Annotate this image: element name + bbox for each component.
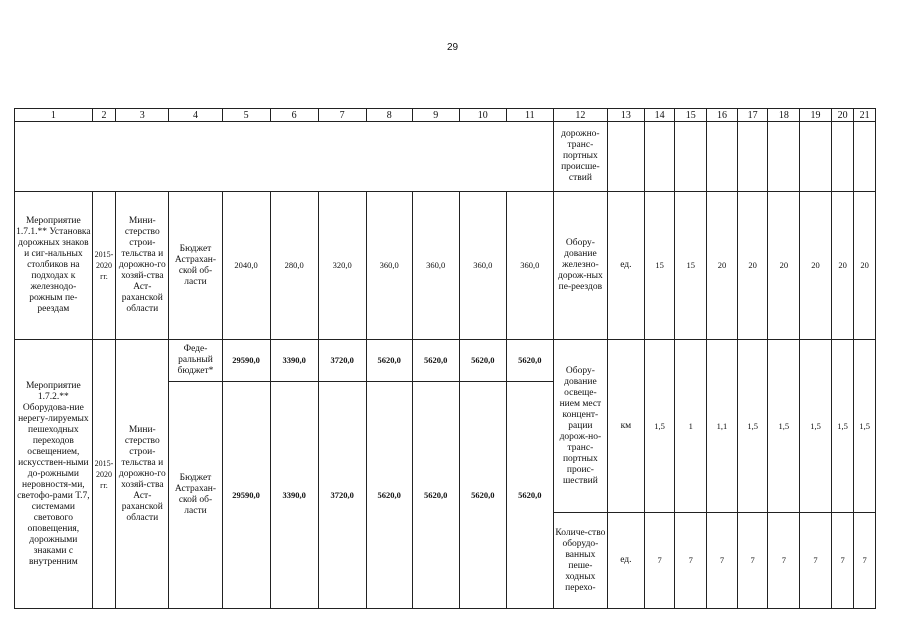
target-cell: 7 <box>707 513 738 609</box>
target-cell: 7 <box>675 513 707 609</box>
amount-cell: 3390,0 <box>270 382 318 609</box>
amount-cell: 3720,0 <box>318 382 366 609</box>
header-cell: 11 <box>506 109 553 122</box>
header-cell: 21 <box>854 109 876 122</box>
amount-cell: 5620,0 <box>459 340 506 382</box>
amount-cell: 29590,0 <box>222 340 270 382</box>
target-cell: 7 <box>854 513 876 609</box>
blank-cell <box>644 122 675 192</box>
indicator-cell: Количе-ство оборудо-ванных пеше-ходных перехо- <box>553 513 607 609</box>
blank-cell <box>607 122 644 192</box>
measure-name: Мероприятие 1.7.1.** Установка дорожных знаков и сиг-нальных столбиков на подходах к железнодо-рожным пе-реездам <box>15 192 93 340</box>
header-cell: 14 <box>644 109 675 122</box>
header-cell: 1 <box>15 109 93 122</box>
executor-cell: Мини-стерство строи-тельства и дорожно-го хозяй-ства Аст-раханской области <box>116 192 169 340</box>
header-cell: 8 <box>366 109 412 122</box>
amount-cell: 5620,0 <box>366 340 412 382</box>
target-cell: 1,5 <box>800 340 832 513</box>
header-cell: 12 <box>553 109 607 122</box>
blank-cell <box>768 122 800 192</box>
target-cell: 20 <box>737 192 768 340</box>
continuation-row <box>15 122 876 192</box>
measure-name: Мероприятие 1.7.2.** Оборудова-ние нерегу-лируемых пешеходных переходов освещением, искусствен-ными до-рожными неровностя-ми, светофо-рами Т.7, системами светового оповещения, дорожными знаками с внутренним <box>15 340 93 609</box>
program-table <box>14 108 876 609</box>
amount-cell: 5620,0 <box>506 382 553 609</box>
page-number: 29 <box>446 42 459 53</box>
measure-row-1-7-1 <box>15 192 876 340</box>
header-cell: 9 <box>412 109 459 122</box>
amount-cell: 3390,0 <box>270 340 318 382</box>
period-cell: 2015-2020 гг. <box>92 192 116 340</box>
header-cell: 20 <box>831 109 853 122</box>
target-cell: 1,5 <box>854 340 876 513</box>
measure-row-1-7-2-federal <box>15 340 876 382</box>
header-cell: 6 <box>270 109 318 122</box>
header-cell: 3 <box>116 109 169 122</box>
target-cell: 7 <box>831 513 853 609</box>
source-cell: Бюджет Астрахан-ской об-ласти <box>169 192 222 340</box>
blank-cell <box>800 122 832 192</box>
target-cell: 20 <box>768 192 800 340</box>
header-cell: 18 <box>768 109 800 122</box>
indicator-cell: Обору-дование железно-дорож-ных пе-реездов <box>553 192 607 340</box>
header-cell: 5 <box>222 109 270 122</box>
target-cell: 20 <box>707 192 738 340</box>
amount-cell: 5620,0 <box>459 382 506 609</box>
header-cell: 16 <box>707 109 738 122</box>
target-cell: 20 <box>854 192 876 340</box>
unit-cell: ед. <box>607 513 644 609</box>
indicator-cell: Обору-дование освеще-нием мест концент-рации дорож-но-транс-портных проис-шествий <box>553 340 607 513</box>
target-cell: 7 <box>768 513 800 609</box>
target-cell: 1,1 <box>707 340 738 513</box>
blank-cell <box>831 122 853 192</box>
target-cell: 1,5 <box>737 340 768 513</box>
target-cell: 20 <box>831 192 853 340</box>
source-cell: Феде-ральный бюджет* <box>169 340 222 382</box>
header-cell: 17 <box>737 109 768 122</box>
blank-cell <box>854 122 876 192</box>
target-cell: 7 <box>800 513 832 609</box>
blank-cell <box>707 122 738 192</box>
header-cell: 4 <box>169 109 222 122</box>
header-cell: 13 <box>607 109 644 122</box>
header-cell: 10 <box>459 109 506 122</box>
amount-cell: 280,0 <box>270 192 318 340</box>
period-cell: 2015-2020 гг. <box>92 340 116 609</box>
header-cell: 7 <box>318 109 366 122</box>
amount-cell: 5620,0 <box>412 340 459 382</box>
amount-cell: 3720,0 <box>318 340 366 382</box>
target-cell: 20 <box>800 192 832 340</box>
amount-cell: 360,0 <box>366 192 412 340</box>
amount-cell: 360,0 <box>412 192 459 340</box>
blank-cell <box>737 122 768 192</box>
amount-cell: 5620,0 <box>412 382 459 609</box>
target-cell: 1,5 <box>768 340 800 513</box>
header-cell: 19 <box>800 109 832 122</box>
header-cell: 15 <box>675 109 707 122</box>
target-cell: 15 <box>644 192 675 340</box>
target-cell: 7 <box>644 513 675 609</box>
amount-cell: 360,0 <box>506 192 553 340</box>
header-cell: 2 <box>92 109 116 122</box>
indicator-cell: дорожно-транс-портных происше-ствий <box>553 122 607 192</box>
target-cell: 15 <box>675 192 707 340</box>
unit-cell: км <box>607 340 644 513</box>
amount-cell: 29590,0 <box>222 382 270 609</box>
target-cell: 7 <box>737 513 768 609</box>
target-cell: 1,5 <box>644 340 675 513</box>
blank-cell <box>15 122 554 192</box>
header-row <box>15 109 876 122</box>
amount-cell: 5620,0 <box>366 382 412 609</box>
amount-cell: 5620,0 <box>506 340 553 382</box>
executor-cell: Мини-стерство строи-тельства и дорожно-го хозяй-ства Аст-раханской области <box>116 340 169 609</box>
target-cell: 1 <box>675 340 707 513</box>
amount-cell: 320,0 <box>318 192 366 340</box>
source-cell: Бюджет Астрахан-ской об-ласти <box>169 382 222 609</box>
unit-cell: ед. <box>607 192 644 340</box>
amount-cell: 360,0 <box>459 192 506 340</box>
target-cell: 1,5 <box>831 340 853 513</box>
amount-cell: 2040,0 <box>222 192 270 340</box>
blank-cell <box>675 122 707 192</box>
